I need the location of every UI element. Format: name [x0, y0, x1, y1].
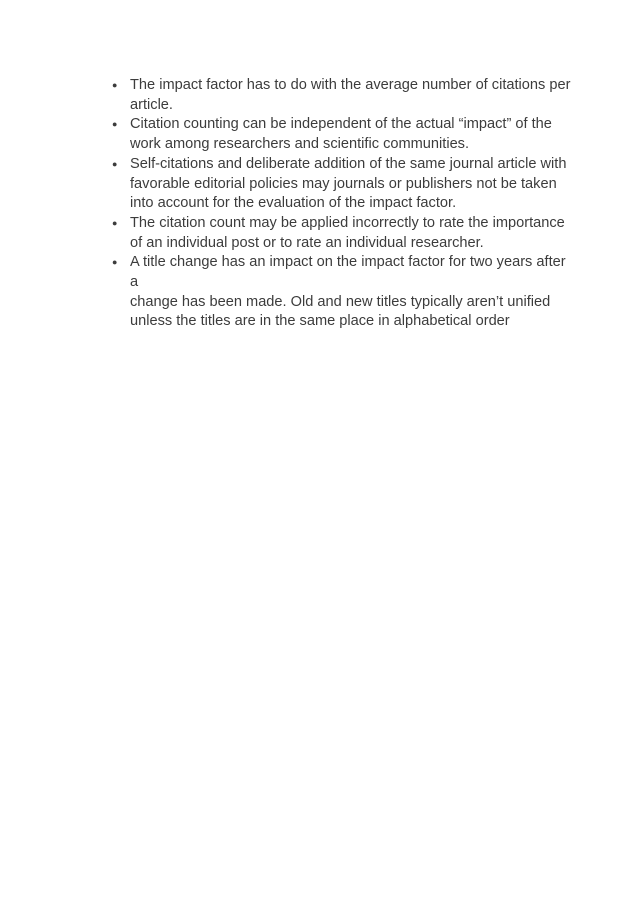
bullet-point-icon: ●: [112, 80, 118, 90]
bullet-item: [112, 115, 572, 154]
bullet-item: [112, 214, 572, 253]
bullet-text: [130, 155, 572, 214]
text-line: unless the titles are in the same place in alphabetical order: [130, 313, 510, 330]
bullet-item: [112, 76, 572, 115]
bullet-point-icon: ●: [112, 257, 118, 268]
text-line: Citation counting can be independent of the actual “impact” of the: [130, 116, 552, 133]
bullet-item: [112, 155, 572, 214]
bullet-point-icon: ●: [112, 119, 118, 130]
text-line: favorable editorial policies may journals or publishers not be taken: [130, 175, 557, 192]
bullet-item: [112, 253, 572, 332]
text-line: work among researchers and scientific communities.: [130, 136, 470, 153]
bullet-text: [130, 214, 572, 253]
text-line: The impact factor has to do with the average number of citations per: [130, 77, 571, 93]
bullet-list: [112, 76, 572, 332]
text-line: of an individual post or to rate an individual researcher.: [130, 234, 484, 251]
bullet-text: [130, 115, 572, 154]
bullet-point-icon: ●: [112, 217, 118, 228]
bullet-point-icon: ●: [112, 158, 118, 169]
text-line: article.: [130, 96, 173, 113]
bullet-text: [130, 76, 572, 115]
text-line: Self-citations and deliberate addition of the same journal article with: [130, 155, 567, 172]
text-line: A title change has an impact on the impact factor for two years after a: [130, 254, 566, 291]
text-line: The citation count may be applied incorrectly to rate the importance: [130, 214, 565, 231]
bullet-text: [130, 253, 572, 332]
text-line: change has been made. Old and new titles typically aren’t unified: [130, 293, 551, 310]
text-line: into account for the evaluation of the impact factor.: [130, 195, 457, 212]
